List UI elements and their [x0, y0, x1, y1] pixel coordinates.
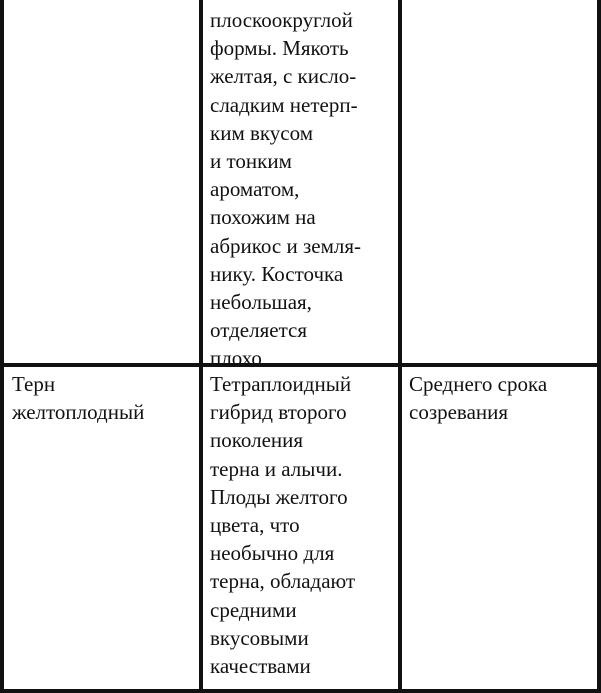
table-cell-description-row2: Тетраплоидный гибрид второго поколения терна и алычи. Плоды желтого цвета, что необычно для терна, обладают средними вкусовыми качествами: [210, 372, 356, 679]
table-cell-description-row1: плоскоокруглой формы. Мякоть желтая, с кисло- сладким нетерп- ким вкусом и тонким ароматом, похожим на абрикос и земля- нику. Косточка небольшая, отделяется плохо: [210, 8, 361, 371]
table-border-left: [0, 0, 4, 693]
table-border-bottom: [0, 689, 601, 693]
table-cell-ripening-row2: Среднего срока созревания: [409, 372, 548, 425]
table-cell-name-row2: Терн желтоплодный: [12, 372, 145, 425]
table-column-divider-2: [398, 0, 402, 693]
table-column-divider-1: [199, 0, 203, 693]
table-border-right: [597, 0, 601, 693]
